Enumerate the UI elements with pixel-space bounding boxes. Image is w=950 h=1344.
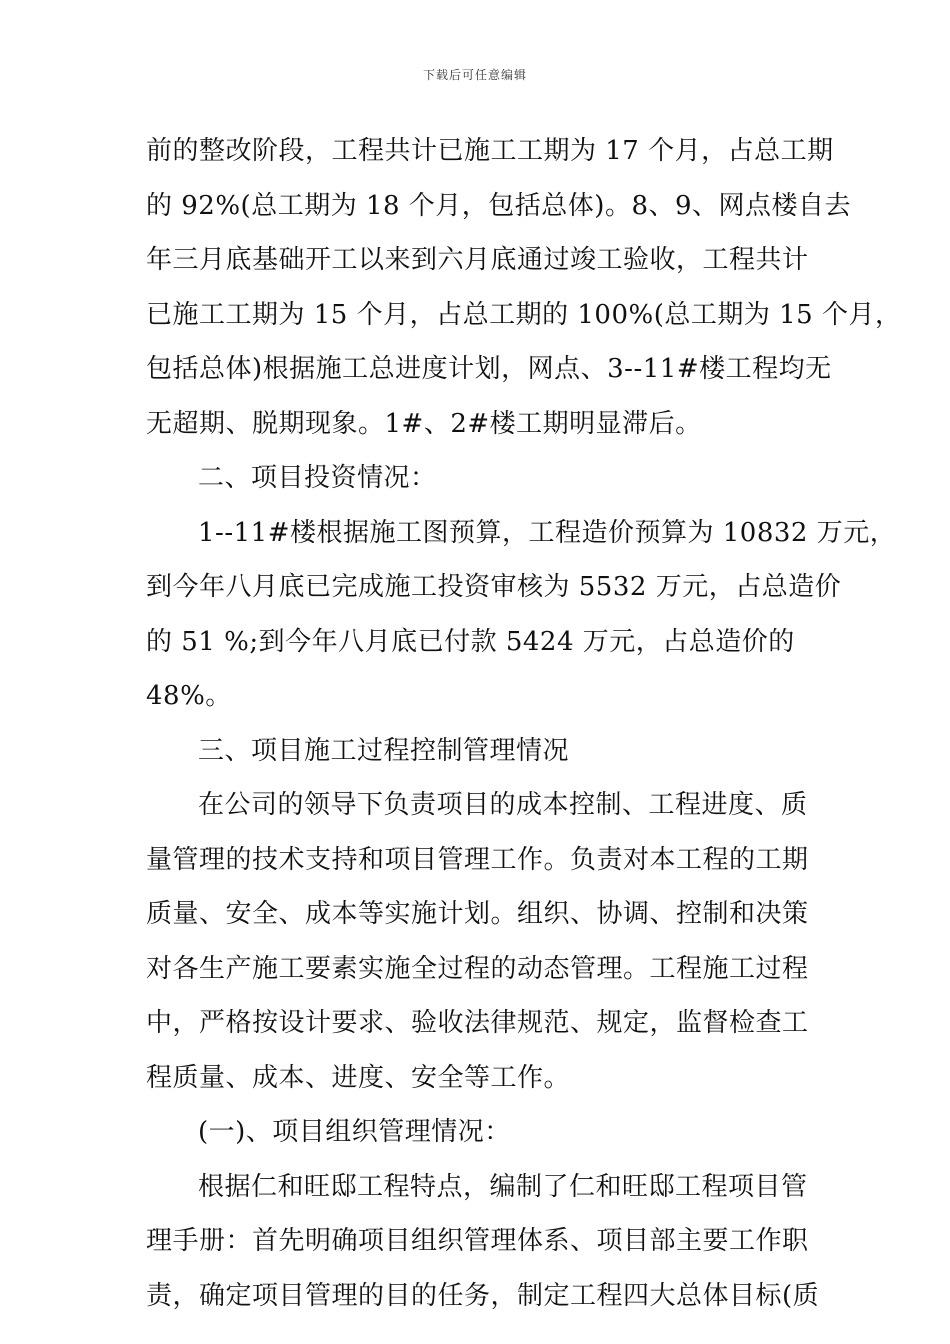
text-line: 的 92%(总工期为 18 个月，包括总体)。8、9、网点楼自去 <box>146 190 852 221</box>
text-line: 中，严格按设计要求、验收法律规范、规定，监督检查工 <box>146 1008 809 1038</box>
text-line: 的 51 %;到今年八月底已付款 5424 万元，占总造价的 <box>146 626 795 657</box>
text-line: 年三月底基础开工以来到六月底通过竣工验收，工程共计 <box>146 245 809 275</box>
text-line: 量管理的技术支持和项目管理工作。负责对本工程的工期 <box>146 844 809 875</box>
text-line: 48%。 <box>146 681 232 711</box>
header-note: 下载后可任意编辑 <box>422 68 527 82</box>
section-heading: 二、项目投资情况： <box>198 463 437 493</box>
text-line: 对各生产施工要素实施全过程的动态管理。工程施工过程 <box>146 953 809 984</box>
text-line: 责，确定项目管理的目的任务，制定工程四大总体目标(质 <box>146 1280 820 1311</box>
text-line: 已施工工期为 15 个月，占总工期的 100%(总工期为 15 个月， <box>146 299 902 330</box>
text-line: 无超期、脱期现象。1#、2#楼工期明显滞后。 <box>146 408 702 439</box>
text-line: 包括总体)根据施工总进度计划，网点、3--11#楼工程均无 <box>146 354 832 384</box>
section-heading: 三、项目施工过程控制管理情况 <box>198 735 570 766</box>
section-heading: (一)、项目组织管理情况： <box>198 1117 511 1147</box>
text-line: 理手册：首先明确项目组织管理体系、项目部主要工作职 <box>146 1226 809 1256</box>
text-line: 1--11#楼根据施工图预算，工程造价预算为 10832 万元， <box>198 517 897 548</box>
text-line: 到今年八月底已完成施工投资审核为 5532 万元，占总造价 <box>146 572 842 602</box>
text-line: 根据仁和旺邸工程特点，编制了仁和旺邸工程项目管 <box>198 1171 808 1202</box>
document-body <box>146 124 902 1323</box>
text-line: 程质量、成本、进度、安全等工作。 <box>146 1062 571 1093</box>
text-line: 质量、安全、成本等实施计划。组织、协调、控制和决策 <box>146 899 809 929</box>
text-line: 在公司的领导下负责项目的成本控制、工程进度、质 <box>198 790 808 820</box>
text-line: 前的整改阶段，工程共计已施工工期为 17 个月，占总工期 <box>146 136 834 166</box>
